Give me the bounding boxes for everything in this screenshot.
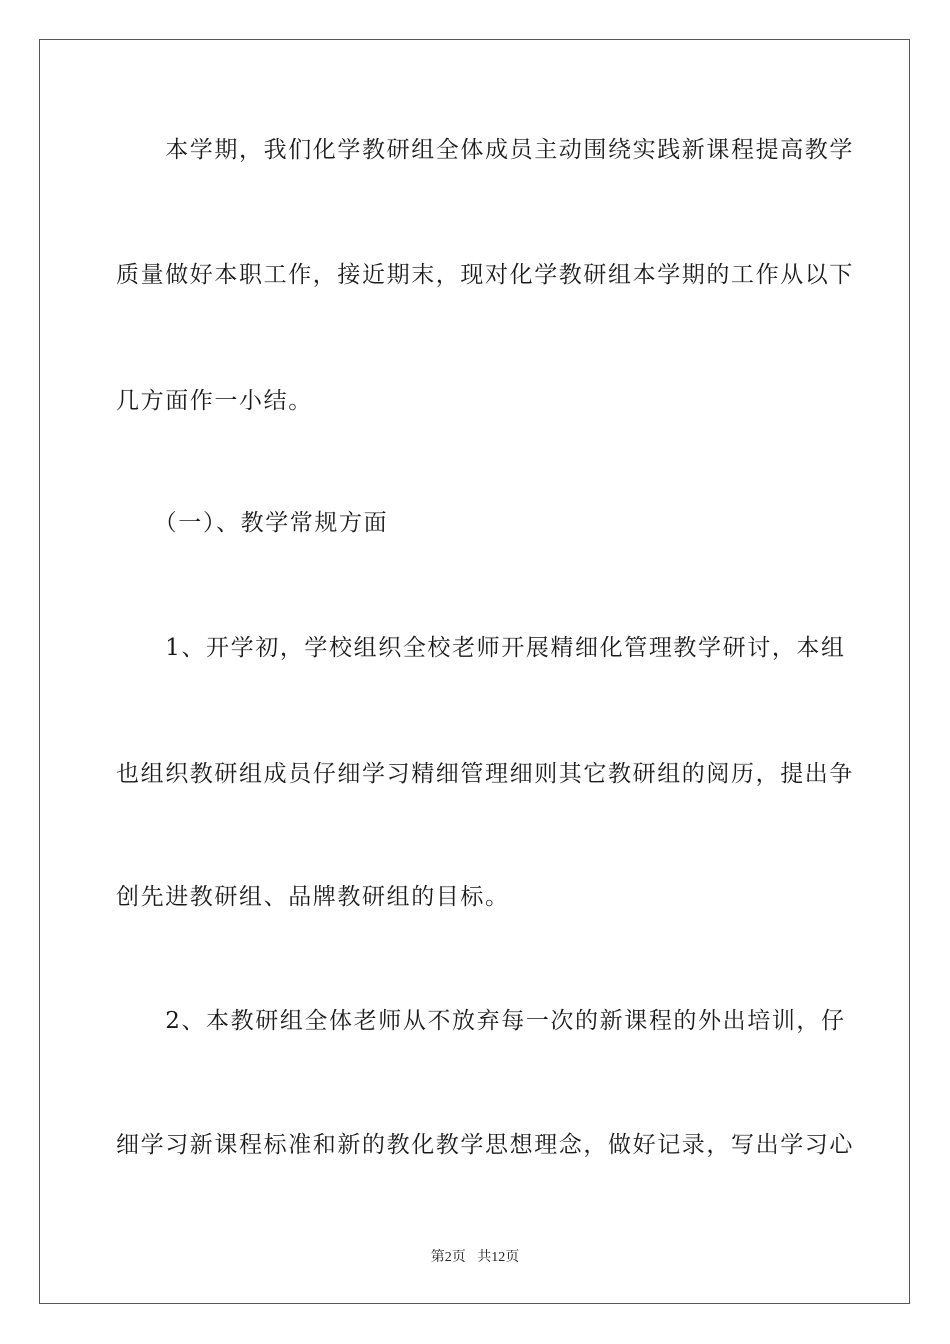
text-line-2: 质量做好本职工作，接近期末，现对化学教研组本学期的工作从以下	[116, 262, 854, 288]
section-heading: （一）、教学常规方面	[116, 510, 389, 536]
page-total: 共12页	[477, 1250, 520, 1265]
text-line-5: 1、开学初，学校组织全校老师开展精细化管理教学研讨，本组	[116, 635, 846, 661]
text-line-9: 细学习新课程标准和新的教化教学思想理念，做好记录，写出学习心	[116, 1132, 854, 1158]
text-line-3: 几方面作一小结。	[116, 388, 313, 414]
text-line-8: 2、本教研组全体老师从不放弃每一次的新课程的外出培训，仔	[116, 1008, 846, 1034]
text-line-6: 也组织教研组成员仔细学习精细管理细则其它教研组的阅历，提出争	[116, 761, 854, 787]
text-line-7: 创先进教研组、品牌教研组的目标。	[116, 884, 510, 910]
page-border	[39, 39, 910, 1304]
text-line-1: 本学期，我们化学教研组全体成员主动围绕实践新课程提高教学	[116, 137, 854, 163]
page-number: 第2页	[430, 1250, 466, 1265]
page-footer	[0, 1248, 950, 1268]
